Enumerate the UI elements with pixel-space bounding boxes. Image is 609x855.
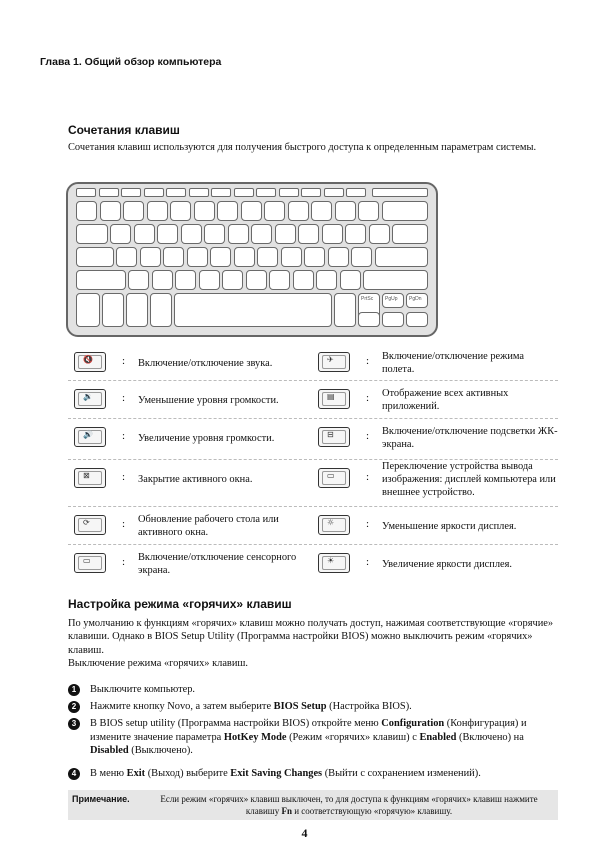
key-label: PgUp bbox=[385, 296, 398, 302]
close-window-icon: ⊠ bbox=[83, 471, 90, 480]
mute-icon: 🔇 bbox=[83, 355, 93, 364]
keyboard-key bbox=[351, 247, 372, 267]
keyboard-key bbox=[147, 201, 168, 221]
shortcuts-intro: Сочетания клавиш используются для получения быстрого доступа к определенным параметрам системы. bbox=[68, 142, 537, 153]
volume-down-icon: 🔉 bbox=[83, 392, 93, 401]
arrow-key bbox=[358, 312, 380, 327]
keyboard-key bbox=[175, 270, 196, 290]
step-number: 1 bbox=[68, 684, 80, 696]
keyboard-key bbox=[152, 270, 173, 290]
hotkey-mode-term: HotKey Mode bbox=[223, 731, 287, 743]
keyboard-key bbox=[281, 247, 302, 267]
keyboard-key bbox=[293, 270, 314, 290]
exit-saving-changes-term: Exit Saving Changes bbox=[230, 768, 323, 779]
row-divider bbox=[68, 418, 558, 419]
page-number: 4 bbox=[301, 826, 308, 840]
step-text: (Выход) выберите bbox=[145, 768, 231, 779]
hotkey-entry bbox=[68, 419, 558, 457]
function-key bbox=[166, 188, 186, 197]
hotkey-description: Отображение всех активных приложений. bbox=[382, 388, 509, 412]
note-box bbox=[68, 790, 558, 820]
step-text: (Выключено). bbox=[128, 745, 193, 756]
function-key bbox=[121, 188, 141, 197]
step-text: Нажмите кнопку Novo, а затем выберите bbox=[90, 701, 274, 712]
function-key bbox=[346, 188, 366, 197]
separator-colon: : bbox=[122, 556, 126, 568]
arrow-key bbox=[406, 312, 428, 327]
brightness-down-icon: ☼ bbox=[327, 518, 335, 527]
keyboard-key bbox=[264, 201, 285, 221]
separator-colon: : bbox=[366, 471, 370, 483]
keyboard-key bbox=[328, 247, 349, 267]
keyboard-key bbox=[241, 201, 262, 221]
keyboard-key bbox=[187, 247, 208, 267]
function-key bbox=[372, 188, 428, 197]
row-divider bbox=[68, 459, 558, 460]
keyboard-key bbox=[340, 270, 361, 290]
separator-colon: : bbox=[122, 392, 126, 404]
windows-key bbox=[126, 293, 148, 327]
keyboard-key bbox=[210, 247, 231, 267]
separator-colon: : bbox=[122, 430, 126, 442]
display-switch-icon: ▭ bbox=[327, 471, 335, 480]
space-bar bbox=[174, 293, 332, 327]
airplane-icon: ✈ bbox=[327, 355, 334, 364]
right-shift-key bbox=[363, 270, 428, 290]
row-divider bbox=[68, 380, 558, 381]
step-text: (Настройка BIOS). bbox=[326, 701, 412, 712]
keyboard-key bbox=[322, 224, 343, 244]
keyboard-key bbox=[345, 224, 366, 244]
step-1 bbox=[68, 683, 558, 697]
keyboard-key bbox=[335, 201, 356, 221]
arrow-key bbox=[382, 312, 404, 327]
row-divider bbox=[68, 506, 558, 507]
step-4 bbox=[68, 767, 558, 781]
left-shift-key bbox=[76, 270, 126, 290]
function-key bbox=[234, 188, 254, 197]
keyboard-diagram bbox=[66, 182, 438, 337]
keyboard-key bbox=[181, 224, 202, 244]
keyboard-key bbox=[316, 270, 337, 290]
hotkey-key bbox=[318, 553, 350, 573]
keyboard-key bbox=[288, 201, 309, 221]
separator-colon: : bbox=[366, 392, 370, 404]
function-key bbox=[256, 188, 276, 197]
refresh-icon: ⟳ bbox=[83, 518, 90, 527]
step-3 bbox=[68, 717, 558, 756]
keyboard-key bbox=[275, 224, 296, 244]
function-key bbox=[99, 188, 119, 197]
fn-key bbox=[76, 293, 100, 327]
hotkey-description: Включение/отключение подсветки ЖК-экрана. bbox=[382, 426, 558, 450]
keyboard-key bbox=[110, 224, 131, 244]
hotkey-legend bbox=[68, 344, 558, 584]
hotkey-description: Включение/отключение сенсорного экрана. bbox=[138, 552, 297, 576]
separator-colon: : bbox=[122, 471, 126, 483]
note-text-part: и соответствующую «горячую» клавишу. bbox=[291, 806, 453, 816]
backslash-key bbox=[392, 224, 428, 244]
hotkey-key bbox=[318, 427, 350, 447]
keyboard-key bbox=[257, 247, 278, 267]
step-2 bbox=[68, 700, 558, 714]
keyboard-key bbox=[222, 270, 243, 290]
hotkey-description: Увеличение яркости дисплея. bbox=[382, 558, 513, 570]
enter-key bbox=[375, 247, 429, 267]
separator-colon: : bbox=[122, 355, 126, 367]
hotkey-key bbox=[318, 515, 350, 535]
hotkey-mode-subheading: Выключение режима «горячих» клавиш. bbox=[68, 658, 248, 670]
hotkey-key bbox=[318, 352, 350, 372]
hotkey-description: Переключение устройства вывода изображения: дисплей компьютера или внешнее устройство. bbox=[382, 460, 556, 498]
bios-setup-term: BIOS Setup bbox=[273, 701, 327, 712]
exit-term: Exit bbox=[126, 768, 146, 779]
keyboard-key bbox=[228, 224, 249, 244]
keyboard-key bbox=[304, 247, 325, 267]
function-key bbox=[189, 188, 209, 197]
hotkey-entry bbox=[68, 507, 558, 545]
hotkey-description: Уменьшение уровня громкости. bbox=[138, 394, 279, 406]
keyboard-key bbox=[217, 201, 238, 221]
keyboard-key bbox=[311, 201, 332, 221]
hotkey-mode-paragraph bbox=[68, 617, 568, 671]
keyboard-key bbox=[163, 247, 184, 267]
keyboard-key bbox=[134, 224, 155, 244]
note-text-part: Если режим «горячих» клавиш выключен, то для доступа к функциям «горячих» клавиш нажмите клавишу bbox=[160, 794, 538, 816]
step-text: В меню bbox=[90, 768, 127, 779]
fn-key-term: Fn bbox=[281, 806, 292, 816]
keyboard-key bbox=[251, 224, 272, 244]
separator-colon: : bbox=[366, 355, 370, 367]
row-divider bbox=[68, 544, 558, 545]
step-text: (Режим «горячих» клавиш) с bbox=[286, 731, 420, 743]
keyboard-key bbox=[116, 247, 137, 267]
step-number: 2 bbox=[68, 701, 80, 713]
step-number: 4 bbox=[68, 768, 80, 780]
hotkey-description: Включение/отключение звука. bbox=[138, 357, 273, 369]
function-key bbox=[279, 188, 299, 197]
keyboard-key bbox=[369, 224, 390, 244]
hotkey-description: Закрытие активного окна. bbox=[138, 473, 253, 485]
separator-colon: : bbox=[366, 556, 370, 568]
keyboard-key bbox=[76, 201, 97, 221]
step-text: (Выйти с сохранением изменений). bbox=[322, 768, 481, 779]
hotkey-entry bbox=[68, 545, 558, 583]
step-text: В BIOS setup utility (Программа настройки BIOS) откройте меню bbox=[90, 718, 382, 729]
hotkey-key bbox=[318, 389, 350, 409]
step-text: (Включено) на bbox=[456, 731, 524, 743]
hotkey-description: Включение/отключение режима полета. bbox=[382, 351, 525, 375]
hotkey-entry bbox=[68, 344, 558, 382]
hotkey-entry bbox=[68, 460, 558, 498]
alt-key bbox=[334, 293, 356, 327]
hotkey-key bbox=[318, 468, 350, 488]
function-key bbox=[211, 188, 231, 197]
step-text: (Конфигурация) и измените значение параметра bbox=[90, 718, 527, 743]
chapter-title: Глава 1. Общий обзор компьютера bbox=[40, 56, 222, 68]
touchpad-icon: ▭ bbox=[83, 556, 91, 565]
keyboard-key bbox=[298, 224, 319, 244]
separator-colon: : bbox=[366, 518, 370, 530]
configuration-term: Configuration bbox=[381, 718, 445, 729]
brightness-up-icon: ☀ bbox=[327, 556, 335, 565]
function-key bbox=[144, 188, 164, 197]
volume-up-icon: 🔊 bbox=[83, 430, 93, 439]
section-title-shortcuts: Сочетания клавиш bbox=[68, 123, 180, 137]
step-text: Выключите компьютер. bbox=[90, 684, 196, 695]
keyboard-key bbox=[140, 247, 161, 267]
caps-lock-key bbox=[76, 247, 114, 267]
keyboard-key bbox=[157, 224, 178, 244]
keyboard-key bbox=[269, 270, 290, 290]
disabled-term: Disabled bbox=[90, 745, 129, 756]
key-label: PrtSc bbox=[361, 296, 374, 302]
keyboard-key bbox=[128, 270, 149, 290]
keyboard-key bbox=[204, 224, 225, 244]
separator-colon: : bbox=[366, 430, 370, 442]
keyboard-key bbox=[358, 201, 379, 221]
tab-key bbox=[76, 224, 108, 244]
key-label: PgDn bbox=[409, 296, 422, 302]
section-title-hotkey-mode: Настройка режима «горячих» клавиш bbox=[68, 597, 292, 611]
note-text bbox=[144, 793, 554, 817]
function-key bbox=[324, 188, 344, 197]
keyboard-key bbox=[170, 201, 191, 221]
alt-key bbox=[150, 293, 172, 327]
backlight-icon: ⊟ bbox=[327, 430, 334, 439]
hotkey-description: Уменьшение яркости дисплея. bbox=[382, 520, 517, 532]
enabled-term: Enabled bbox=[419, 731, 457, 743]
hotkey-description: Обновление рабочего стола или активного окна. bbox=[138, 514, 279, 538]
keyboard-key bbox=[234, 247, 255, 267]
keyboard-key bbox=[194, 201, 215, 221]
keyboard-key bbox=[100, 201, 121, 221]
backspace-key bbox=[382, 201, 429, 221]
note-label: Примечание. bbox=[72, 794, 130, 804]
app-switch-icon: ▤ bbox=[327, 392, 335, 401]
keyboard-key bbox=[123, 201, 144, 221]
keyboard-key bbox=[199, 270, 220, 290]
step-number: 3 bbox=[68, 718, 80, 730]
ctrl-key bbox=[102, 293, 124, 327]
hotkey-entry bbox=[68, 381, 558, 419]
hotkey-mode-text: По умолчанию к функциям «горячих» клавиш можно получать доступ, нажимая соответствующие «горячие» клавиши. Однако в BIOS Setup Utility (Программа настройки BIOS) можно выключить режим «горячих» клавиш. bbox=[68, 618, 554, 656]
hotkey-description: Увеличение уровня громкости. bbox=[138, 432, 275, 444]
separator-colon: : bbox=[122, 518, 126, 530]
function-key bbox=[76, 188, 96, 197]
keyboard-key bbox=[246, 270, 267, 290]
function-key bbox=[301, 188, 321, 197]
